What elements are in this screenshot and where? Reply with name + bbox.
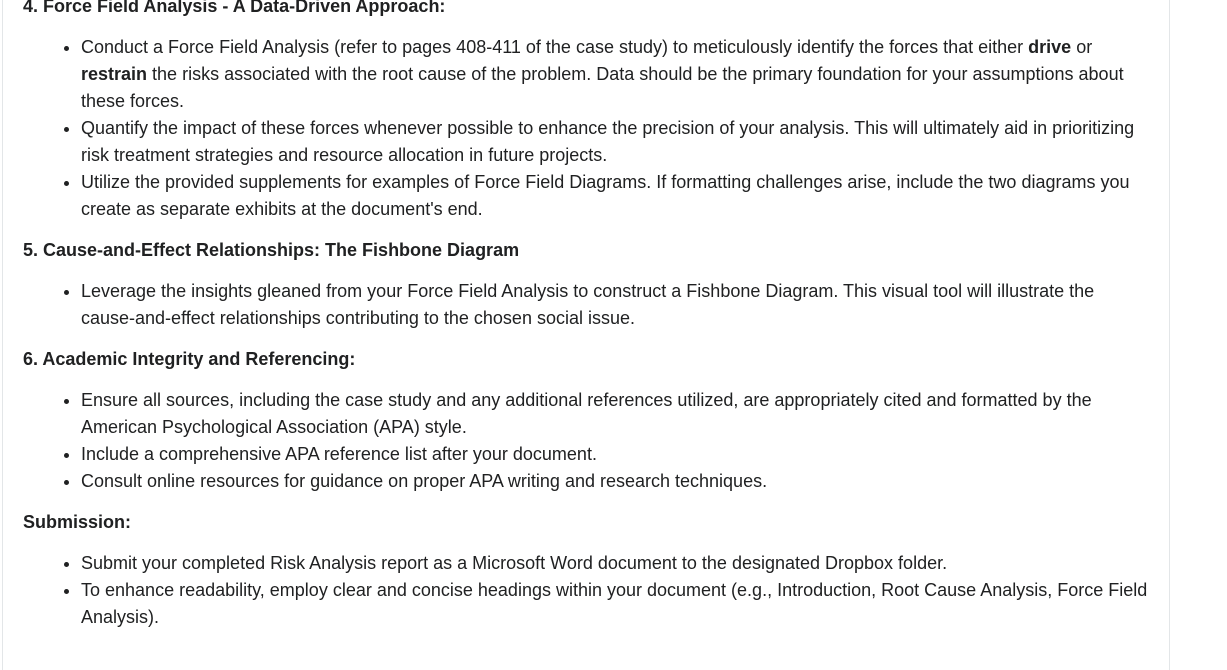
list-item-text: the risks associated with the root cause of the problem. Data should be the primary foundation for your assumptions about these forces. bbox=[81, 64, 1124, 111]
list-item: • Consult online resources for guidance on proper APA writing and research techniques. bbox=[81, 468, 1153, 495]
bold-term-drive: drive bbox=[1028, 37, 1072, 57]
bold-term-restrain: restrain bbox=[81, 64, 148, 84]
academic-integrity-list bbox=[23, 387, 1153, 495]
fishbone-diagram-list bbox=[23, 278, 1153, 332]
section-heading-submission: Submission: bbox=[23, 512, 132, 532]
list-item: • Include a comprehensive APA reference list after your document. bbox=[81, 441, 1153, 468]
list-item: • Ensure all sources, including the case study and any additional references utilized, are appropriately cited and formatted by the American Psychological Association (APA) style. bbox=[81, 387, 1153, 441]
section-heading-academic-integrity: 6. Academic Integrity and Referencing: bbox=[23, 349, 356, 369]
assignment-instructions bbox=[23, 0, 1153, 645]
list-item: • Leverage the insights gleaned from your Force Field Analysis to construct a Fishbone Diagram. This visual tool will illustrate the cause-and-effect relationships contributing to the chosen social issue. bbox=[81, 278, 1153, 332]
list-item: • Utilize the provided supplements for examples of Force Field Diagrams. If formatting challenges arise, include the two diagrams you create as separate exhibits at the document's end. bbox=[81, 169, 1153, 223]
list-item-text: or bbox=[1071, 37, 1093, 57]
force-field-analysis-list bbox=[23, 34, 1153, 223]
section-heading-fishbone-diagram: 5. Cause-and-Effect Relationships: The Fishbone Diagram bbox=[23, 240, 520, 260]
list-item: • Submit your completed Risk Analysis report as a Microsoft Word document to the designated Dropbox folder. bbox=[81, 550, 1153, 577]
submission-list bbox=[23, 550, 1153, 631]
list-item-text: Conduct a Force Field Analysis (refer to pages 408-411 of the case study) to meticulously identify the forces that either bbox=[81, 37, 1029, 57]
assignment-content-panel bbox=[2, 0, 1170, 670]
list-item: • Quantify the impact of these forces whenever possible to enhance the precision of your analysis. This will ultimately aid in prioritizing risk treatment strategies and resource allocation in future projects. bbox=[81, 115, 1153, 169]
list-item bbox=[81, 34, 1153, 115]
list-item: • To enhance readability, employ clear and concise headings within your document (e.g., Introduction, Root Cause Analysis, Force Field Analysis). bbox=[81, 577, 1153, 631]
section-heading-force-field-analysis: 4. Force Field Analysis - A Data-Driven Approach: bbox=[23, 0, 446, 16]
